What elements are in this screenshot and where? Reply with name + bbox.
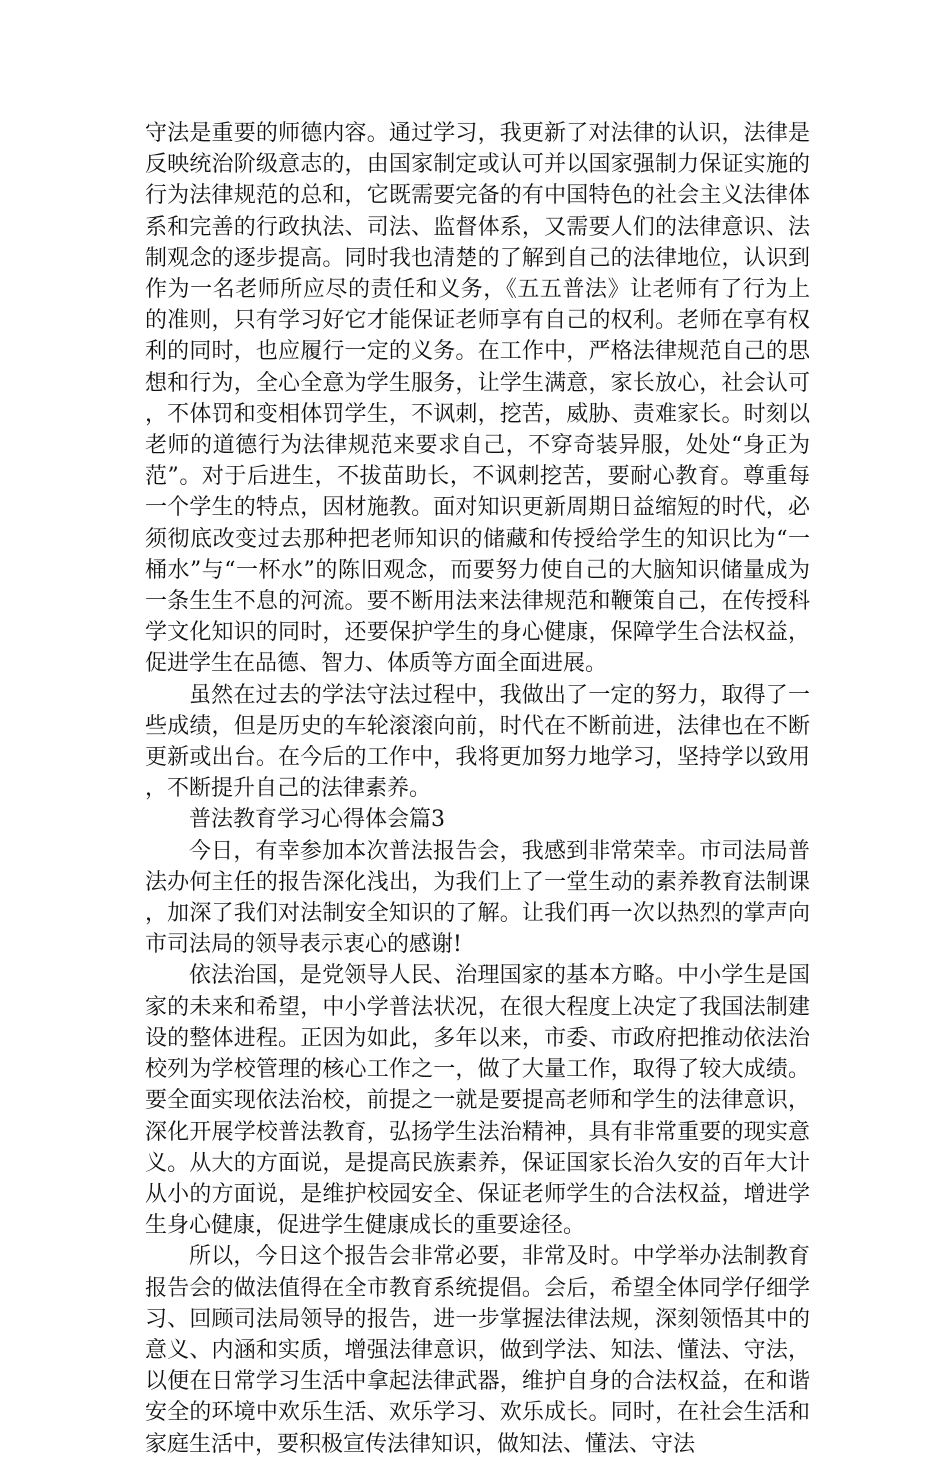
body-paragraph-5: 所以，今日这个报告会非常必要，非常及时。中学举办法制教育报告会的做法值得在全市教育系统提倡。会后，希望全体同学仔细学习、回顾司法局领导的报告，进一步掌握法律法规，深刻领悟其中的意义、内涵和实质，增强法律意识，做到学法、知法、懂法、守法，以便在日常学习生活中拿起法律武器，维护自身的合法权益，在和谐安全的环境中欢乐生活、欢乐学习、欢乐成长。同时，在社会生活和家庭生活中，要积极宣传法律知识，做知法、懂法、守法 <box>145 1244 810 1457</box>
section-heading: 普法教育学习心得体会篇3 <box>189 807 445 833</box>
body-paragraph-1: 守法是重要的师德内容。通过学习，我更新了对法律的认识，法律是反映统治阶级意志的，由国家制定或认可并以国家强制力保证实施的行为法律规范的总和，它既需要完备的有中国特色的社会主义法律体系和完善的行政执法、司法、监督体系，又需要人们的法律意识、法制观念的逐步提高。同时我也清楚的了解到自己的法律地位，认识到作为一名老师所应尽的责任和义务，《五五普法》让老师有了行为上的准则，只有学习好它才能保证老师享有自己的权利。老师在享有权利的同时，也应履行一定的义务。在工作中，严格法律规范自己的思想和行为，全心全意为学生服务，让学生满意，家长放心，社会认可，不体罚和变相体罚学生，不讽刺，挖苦，威胁、责难家长。时刻以老师的道德行为法律规范来要求自己，不穿奇装异服，处处“身正为范”。对于后进生，不拔苗助长，不讽刺挖苦，要耐心教育。尊重每一个学生的特点，因材施教。面对知识更新周期日益缩短的时代，必须彻底改变过去那种把老师知识的储藏和传授给学生的知识比为“一桶水”与“一杯水”的陈旧观念，而要努力使自己的大脑知识储量成为一条生生不息的河流。要不断用法来法律规范和鞭策自己，在传授科学文化知识的同时，还要保护学生的身心健康，保障学生合法权益，促进学生在品德、智力、体质等方面全面进展。 <box>145 121 810 677</box>
body-paragraph-3: 今日，有幸参加本次普法报告会，我感到非常荣幸。市司法局普法办何主任的报告深化浅出，为我们上了一堂生动的素养教育法制课，加深了我们对法制安全知识的了解。让我们再一次以热烈的掌声向市司法局的领导表示衷心的感谢! <box>145 838 810 958</box>
body-paragraph-2: 虽然在过去的学法守法过程中，我做出了一定的努力，取得了一些成绩，但是历史的车轮滚滚向前，时代在不断前进，法律也在不断更新或出台。在今后的工作中，我将更加努力地学习，坚持学以致用，不断提升自己的法律素养。 <box>145 682 810 802</box>
body-paragraph-4: 依法治国，是党领导人民、治理国家的基本方略。中小学生是国家的未来和希望，中小学普法状况，在很大程度上决定了我国法制建设的整体进程。正因为如此，多年以来，市委、市政府把推动依法治校列为学校管理的核心工作之一，做了大量工作，取得了较大成绩。要全面实现依法治校，前提之一就是要提高老师和学生的法律意识，深化开展学校普法教育，弘扬学生法治精神，具有非常重要的现实意义。从大的方面说，是提高民族素养，保证国家长治久安的百年大计从小的方面说，是维护校园安全、保证老师学生的合法权益，增进学生身心健康，促进学生健康成长的重要途径。 <box>145 963 810 1239</box>
document-page <box>145 118 810 1460</box>
